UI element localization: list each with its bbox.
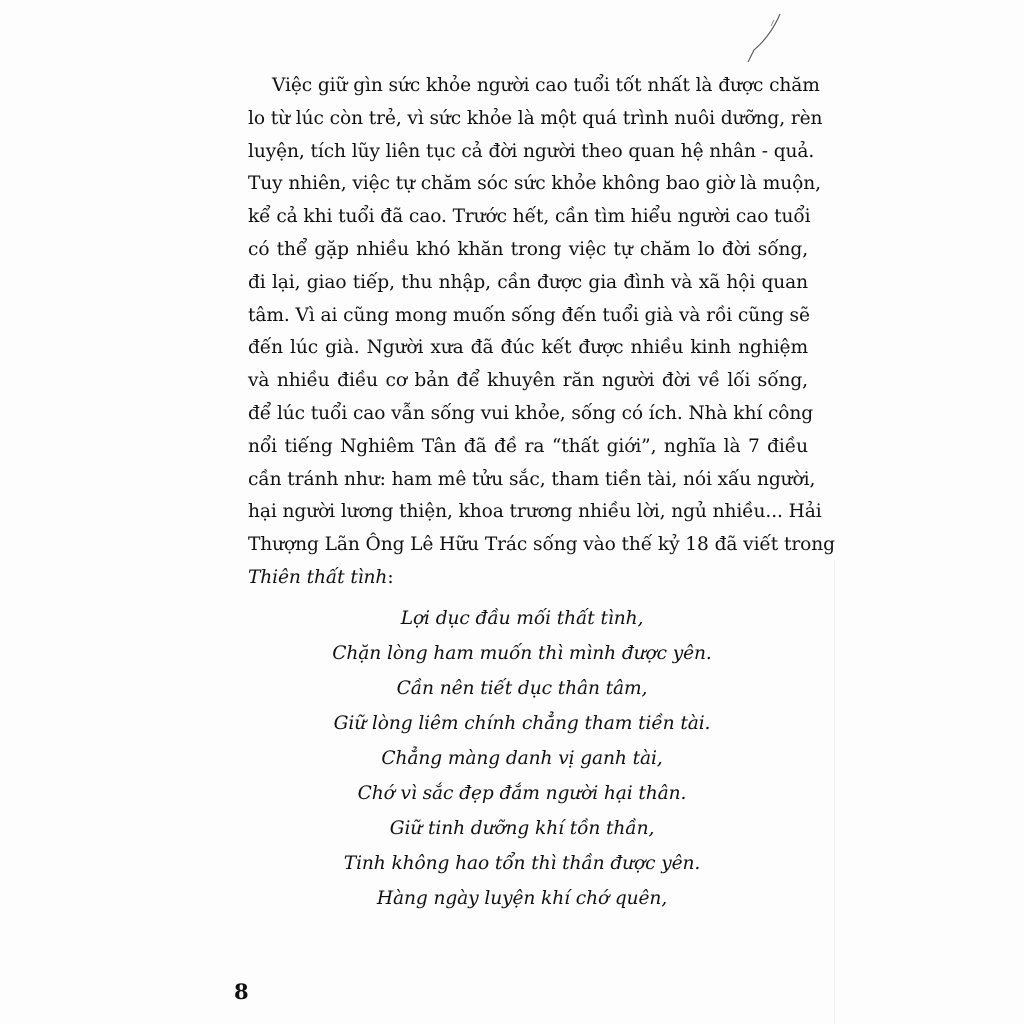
paragraph-line: lo từ lúc còn trẻ, vì sức khỏe là một quá trình nuôi dưỡng, rèn (248, 107, 823, 129)
poem-line: Chặn lòng ham muốn thì mình được yên. (332, 643, 712, 664)
poem-line: Hàng ngày luyện khí chớ quên, (376, 888, 668, 909)
poem-line: Giữ tinh dưỡng khí tồn thần, (389, 818, 655, 839)
paragraph-line: cần tránh như: ham mê tửu sắc, tham tiền tài, nói xấu người, (248, 468, 816, 490)
paragraph-line: đi lại, giao tiếp, thu nhập, cần được gia đình và xã hội quan (248, 271, 808, 293)
poem-line: Cần nên tiết dục thân tâm, (396, 678, 648, 699)
paragraph-line: Việc giữ gìn sức khỏe người cao tuổi tốt nhất là được chăm (272, 75, 820, 96)
paragraph-line: có thể gặp nhiều khó khăn trong việc tự chăm lo đời sống, (248, 238, 808, 260)
work-title: Thiên thất tình (248, 566, 388, 588)
page-number: 8 (234, 979, 249, 1004)
paragraph-line: Tuy nhiên, việc tự chăm sóc sức khỏe không bao giờ là muộn, (248, 173, 821, 195)
poem-line: Chớ vì sắc đẹp đắm người hại thân. (357, 783, 687, 804)
poem-line: Giữ lòng liêm chính chẳng tham tiền tài. (333, 713, 711, 734)
poem-block (248, 601, 796, 916)
poem-line: Chẳng màng danh vị ganh tài, (381, 748, 663, 769)
page-edge-shadow (834, 560, 835, 1024)
poem-line: Tinh không hao tổn thì thần được yên. (343, 853, 701, 874)
poem-line: Lợi dục đầu mối thất tình, (400, 608, 644, 629)
paragraph-line: tâm. Vì ai cũng mong muốn sống đến tuổi già và rồi cũng sẽ (248, 304, 810, 326)
paragraph-line: hại người lương thiện, khoa trương nhiều lời, ngủ nhiều... Hải (248, 501, 822, 523)
paragraph-line: đến lúc già. Người xưa đã đúc kết được nhiều kinh nghiệm (248, 337, 808, 359)
pen-mark-decoration (744, 10, 784, 68)
paragraph-line: để lúc tuổi cao vẫn sống vui khỏe, sống có ích. Nhà khí công (248, 402, 814, 424)
paragraph-line: Thượng Lãn Ông Lê Hữu Trác sống vào thế kỷ 18 đã viết trong (248, 534, 835, 556)
paragraph-line: luyện, tích lũy liên tục cả đời người theo quan hệ nhân - quả. (248, 140, 815, 162)
body-paragraph (248, 70, 835, 595)
work-title-colon: : (387, 566, 394, 588)
paragraph-line: kể cả khi tuổi đã cao. Trước hết, cần tìm hiểu người cao tuổi (248, 206, 811, 228)
paragraph-line: và nhiều điều cơ bản để khuyên răn người đời về lối sống, (248, 370, 808, 392)
paragraph-last-line (248, 562, 808, 595)
paragraph-line: nổi tiếng Nghiêm Tân đã đề ra “thất giới”, nghĩa là 7 điều (248, 435, 808, 457)
